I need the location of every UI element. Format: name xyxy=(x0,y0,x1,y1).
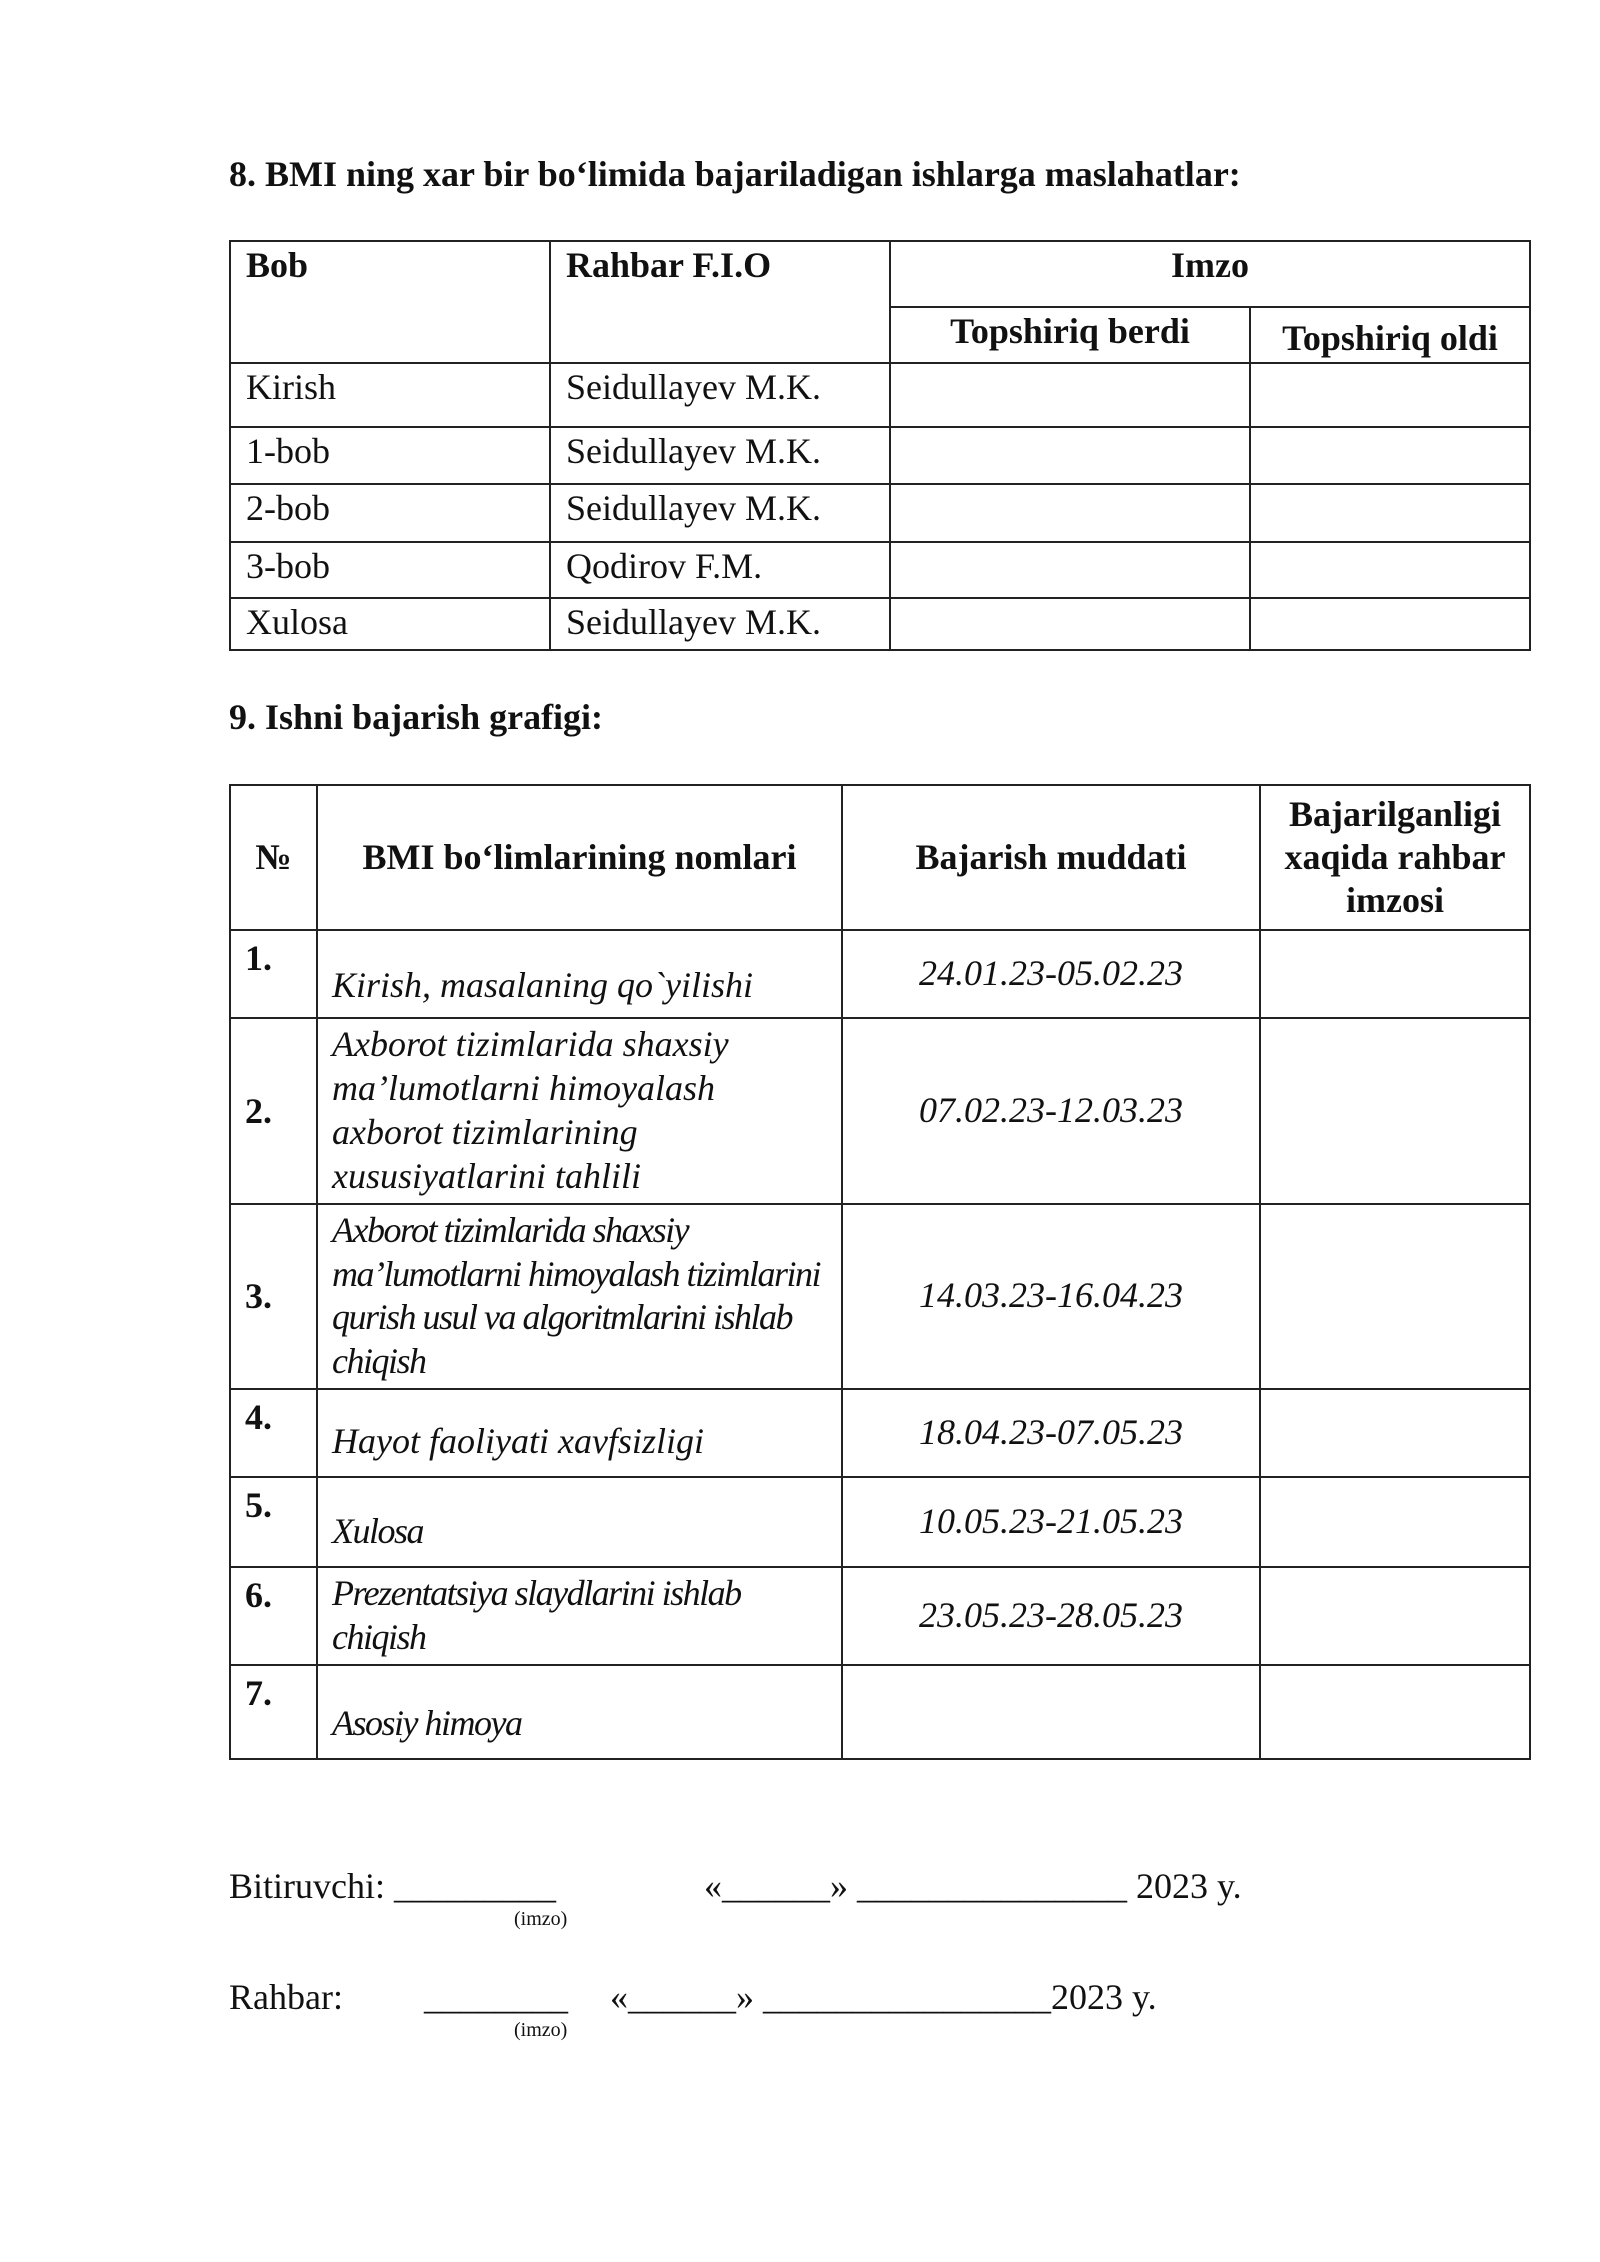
signature-given-cell xyxy=(890,363,1250,427)
row-number: 5. xyxy=(230,1477,317,1567)
table-row xyxy=(230,930,1530,1018)
signature-received-cell xyxy=(1250,427,1530,484)
header-topshiriq-berdi: Topshiriq berdi xyxy=(890,307,1250,363)
bob-cell: Kirish xyxy=(230,363,550,427)
header-supervisor-signature: Bajarilganligi xaqida rahbar imzosi xyxy=(1260,785,1530,930)
table-row xyxy=(230,1567,1530,1665)
deadline-cell: 07.02.23-12.03.23 xyxy=(842,1018,1260,1204)
section-name-cell: Axborot tizimlarida shaxsiy ma’lumotlarni himoyalash tizimlarini qurish usul va algoritmlarini ishlab chiqish xyxy=(317,1204,842,1390)
header-bob: Bob xyxy=(230,241,550,363)
row-number: 7. xyxy=(230,1665,317,1759)
deadline-cell: 18.04.23-07.05.23 xyxy=(842,1389,1260,1477)
row-number: 2. xyxy=(230,1018,317,1204)
supervisor-signature-cell xyxy=(1260,1665,1530,1759)
graduate-date-line: «______» _______________ 2023 y. xyxy=(704,1866,1242,1906)
signature-received-cell xyxy=(1250,484,1530,542)
supervisor-signature-cell xyxy=(1260,1018,1530,1204)
row-number: 1. xyxy=(230,930,317,1018)
table-row xyxy=(230,1389,1530,1477)
rahbar-cell: Seidullayev M.K. xyxy=(550,484,890,542)
supervisor-signature-label: Rahbar: xyxy=(229,1977,343,2017)
header-rahbar: Rahbar F.I.O xyxy=(550,241,890,363)
table-row xyxy=(230,1665,1530,1759)
supervisor-signature-cell xyxy=(1260,1389,1530,1477)
supervisor-signature-note: (imzo) xyxy=(514,2019,568,2041)
table-row xyxy=(230,484,1530,542)
row-number: 3. xyxy=(230,1204,317,1390)
section-name-cell: Prezentatsiya slaydlarini ishlab chiqish xyxy=(317,1567,842,1665)
signature-given-cell xyxy=(890,484,1250,542)
rahbar-cell: Seidullayev M.K. xyxy=(550,427,890,484)
signature-received-cell xyxy=(1250,598,1530,650)
bob-cell: 1-bob xyxy=(230,427,550,484)
rahbar-cell: Qodirov F.M. xyxy=(550,542,890,598)
header-imzo: Imzo xyxy=(890,241,1530,307)
table-row xyxy=(230,1204,1530,1390)
header-deadline: Bajarish muddati xyxy=(842,785,1260,930)
row-number: 4. xyxy=(230,1389,317,1477)
section-name-cell: Xulosa xyxy=(317,1477,842,1567)
signature-given-cell xyxy=(890,542,1250,598)
bob-cell: 2-bob xyxy=(230,484,550,542)
supervisor-date-line: «______» ________________2023 y. xyxy=(610,1977,1157,2017)
table-row xyxy=(230,598,1530,650)
table-row xyxy=(230,1018,1530,1204)
section-9-title: 9. Ishni bajarish grafigi: xyxy=(229,697,604,737)
rahbar-cell: Seidullayev M.K. xyxy=(550,363,890,427)
deadline-cell: 24.01.23-05.02.23 xyxy=(842,930,1260,1018)
section-name-cell: Asosiy himoya xyxy=(317,1665,842,1759)
section-name-cell: Hayot faoliyati xavfsizligi xyxy=(317,1389,842,1477)
graduate-signature-note: (imzo) xyxy=(514,1908,568,1930)
table-row xyxy=(230,427,1530,484)
signature-given-cell xyxy=(890,598,1250,650)
table-row xyxy=(230,363,1530,427)
supervisor-signature-cell xyxy=(1260,930,1530,1018)
header-number: № xyxy=(230,785,317,930)
supervisor-signature-cell xyxy=(1260,1567,1530,1665)
table-row xyxy=(230,542,1530,598)
section-name-cell: Axborot tizimlarida shaxsiy ma’lumotlarni himoyalash axborot tizimlarining xususiyatlarini tahlili xyxy=(317,1018,842,1204)
section-name-cell: Kirish, masalaning qo`yilishi xyxy=(317,930,842,1018)
rahbar-cell: Seidullayev M.K. xyxy=(550,598,890,650)
deadline-cell: 10.05.23-21.05.23 xyxy=(842,1477,1260,1567)
deadline-cell: 14.03.23-16.04.23 xyxy=(842,1204,1260,1390)
deadline-cell xyxy=(842,1665,1260,1759)
row-number: 6. xyxy=(230,1567,317,1665)
header-topshiriq-oldi: Topshiriq oldi xyxy=(1250,307,1530,363)
supervisor-signature-cell xyxy=(1260,1477,1530,1567)
supervisor-signature-line: ________ xyxy=(424,1977,568,2017)
schedule-table xyxy=(229,784,1531,1760)
supervisor-signature-cell xyxy=(1260,1204,1530,1390)
header-section-name: BMI bo‘limlarining nomlari xyxy=(317,785,842,930)
advisors-table xyxy=(229,240,1531,651)
section-8-title: 8. BMI ning xar bir bo‘limida bajariladigan ishlarga maslahatlar: xyxy=(229,154,1241,194)
signature-received-cell xyxy=(1250,542,1530,598)
signature-received-cell xyxy=(1250,363,1530,427)
graduate-signature-label: Bitiruvchi: _________ xyxy=(229,1866,556,1906)
deadline-cell: 23.05.23-28.05.23 xyxy=(842,1567,1260,1665)
signature-given-cell xyxy=(890,427,1250,484)
bob-cell: 3-bob xyxy=(230,542,550,598)
bob-cell: Xulosa xyxy=(230,598,550,650)
table-row xyxy=(230,1477,1530,1567)
